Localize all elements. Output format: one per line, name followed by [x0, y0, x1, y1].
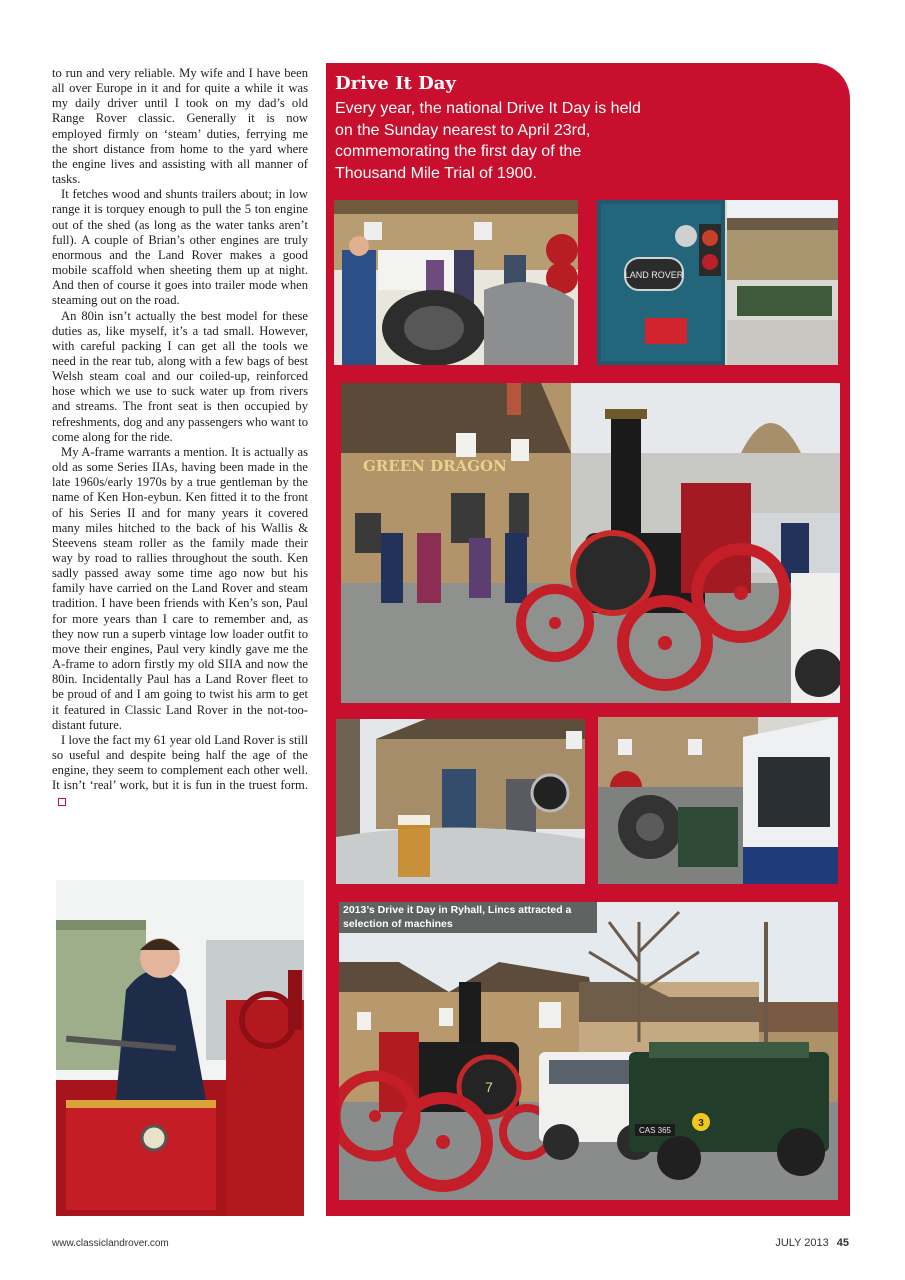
footer-website: www.classiclandrover.com [52, 1238, 169, 1249]
photo-traction-engine-green-dragon [341, 383, 840, 703]
end-of-article-mark [58, 798, 66, 806]
photo-crowd-tractor [334, 200, 578, 365]
photo-tractor-and-truck [598, 717, 838, 884]
green-dragon-sign: GREEN DRAGON [363, 457, 507, 475]
photo-man-at-engine [56, 880, 304, 1216]
photo-caption: 2013’s Drive it Day in Ryhall, Lincs attracted a selection of machines [339, 902, 597, 933]
article-paragraph: My A-frame warrants a mention. It is actually as old as some Series IIAs, having been made in the late 1960s/early 1970s by a true gentleman by the name of Ken Hon-eybun. Ken fitted it to the front of his Series II and for many years it covered many miles hitched to the back of his Wallis & Steevens steam roller as the family made their way by road to rallies throughout the south. Ken sadly passed away some time ago now but his family have carried on the Land Rover and steam tradition. I have been friends with Ken’s son, Paul for more years than I care to remember and, as they now run a superb vintage low loader outfit to move their engines, Paul very kindly gave me the A-frame to adorn firstly my old SIIA and now the 80in. Incidentally Paul has a Land Rover fleet to be proud of and I am going to twist his arm to get it featured in Classic Land Rover in the not-too-distant future. [52, 444, 308, 732]
article-paragraph: It fetches wood and shunts trailers about; in low range it is torquey enough to pull the 5 ton engine out of the shed (as long as the water tanks aren’t full). A couple of Brian’s other engines are truly enormous and the Land Rover makes a good mobile scaffold when sheeting them up at night. And then of course it goes into trailer mode when steaming out on the road. [52, 187, 308, 308]
rally-number-badge: 3 [698, 1118, 704, 1129]
number-plate: CAS 365 [638, 1126, 672, 1135]
sidebar-title: Drive It Day [335, 73, 456, 94]
footer-issue: JULY 2013 [775, 1237, 829, 1249]
article-paragraph: to run and very reliable. My wife and I have been all over Europe in it and for quite a while it was my daily driver until I took on my dad’s old Range Rover classic. Generally it is now employed firmly on ‘steam’ duties, ferrying me the short distance from home to the yard where the engine lives and assisting with all manner of tasks. [52, 66, 308, 187]
photo-beer-on-bonnet [336, 719, 585, 884]
engine-number: 7 [485, 1079, 493, 1095]
page-number: 45 [836, 1237, 849, 1249]
article-body [52, 66, 308, 809]
footer-issue-page [775, 1237, 849, 1249]
article-paragraph: An 80in isn’t actually the best model for these duties as, like myself, it’s a tad small. However, with careful packing I can get all the tools we need in the rear tub, along with a few bags of best Welsh steam coal and our coiled-up, reinforced hose which we use to suck water up from rivers and streams. The front seat is then occupied by refreshments, dog and any passengers who want to come along for the ride. [52, 308, 309, 444]
article-paragraph-final: I love the fact my 61 year old Land Rover is still so useful and despite being half the age of the engine, they seem to complement each other well. It isn’t ‘real’ work, but it is fun in the truest form. [52, 733, 308, 809]
photo-ryhall-lineup [339, 902, 838, 1200]
photo-land-rover-rear [597, 200, 838, 365]
sidebar-intro: Every year, the national Drive It Day is held on the Sunday nearest to April 23rd, commemorating the first day of the Thousand Mile Trial of 1900. [335, 100, 641, 182]
land-rover-badge-text: LAND ROVER [624, 270, 684, 280]
